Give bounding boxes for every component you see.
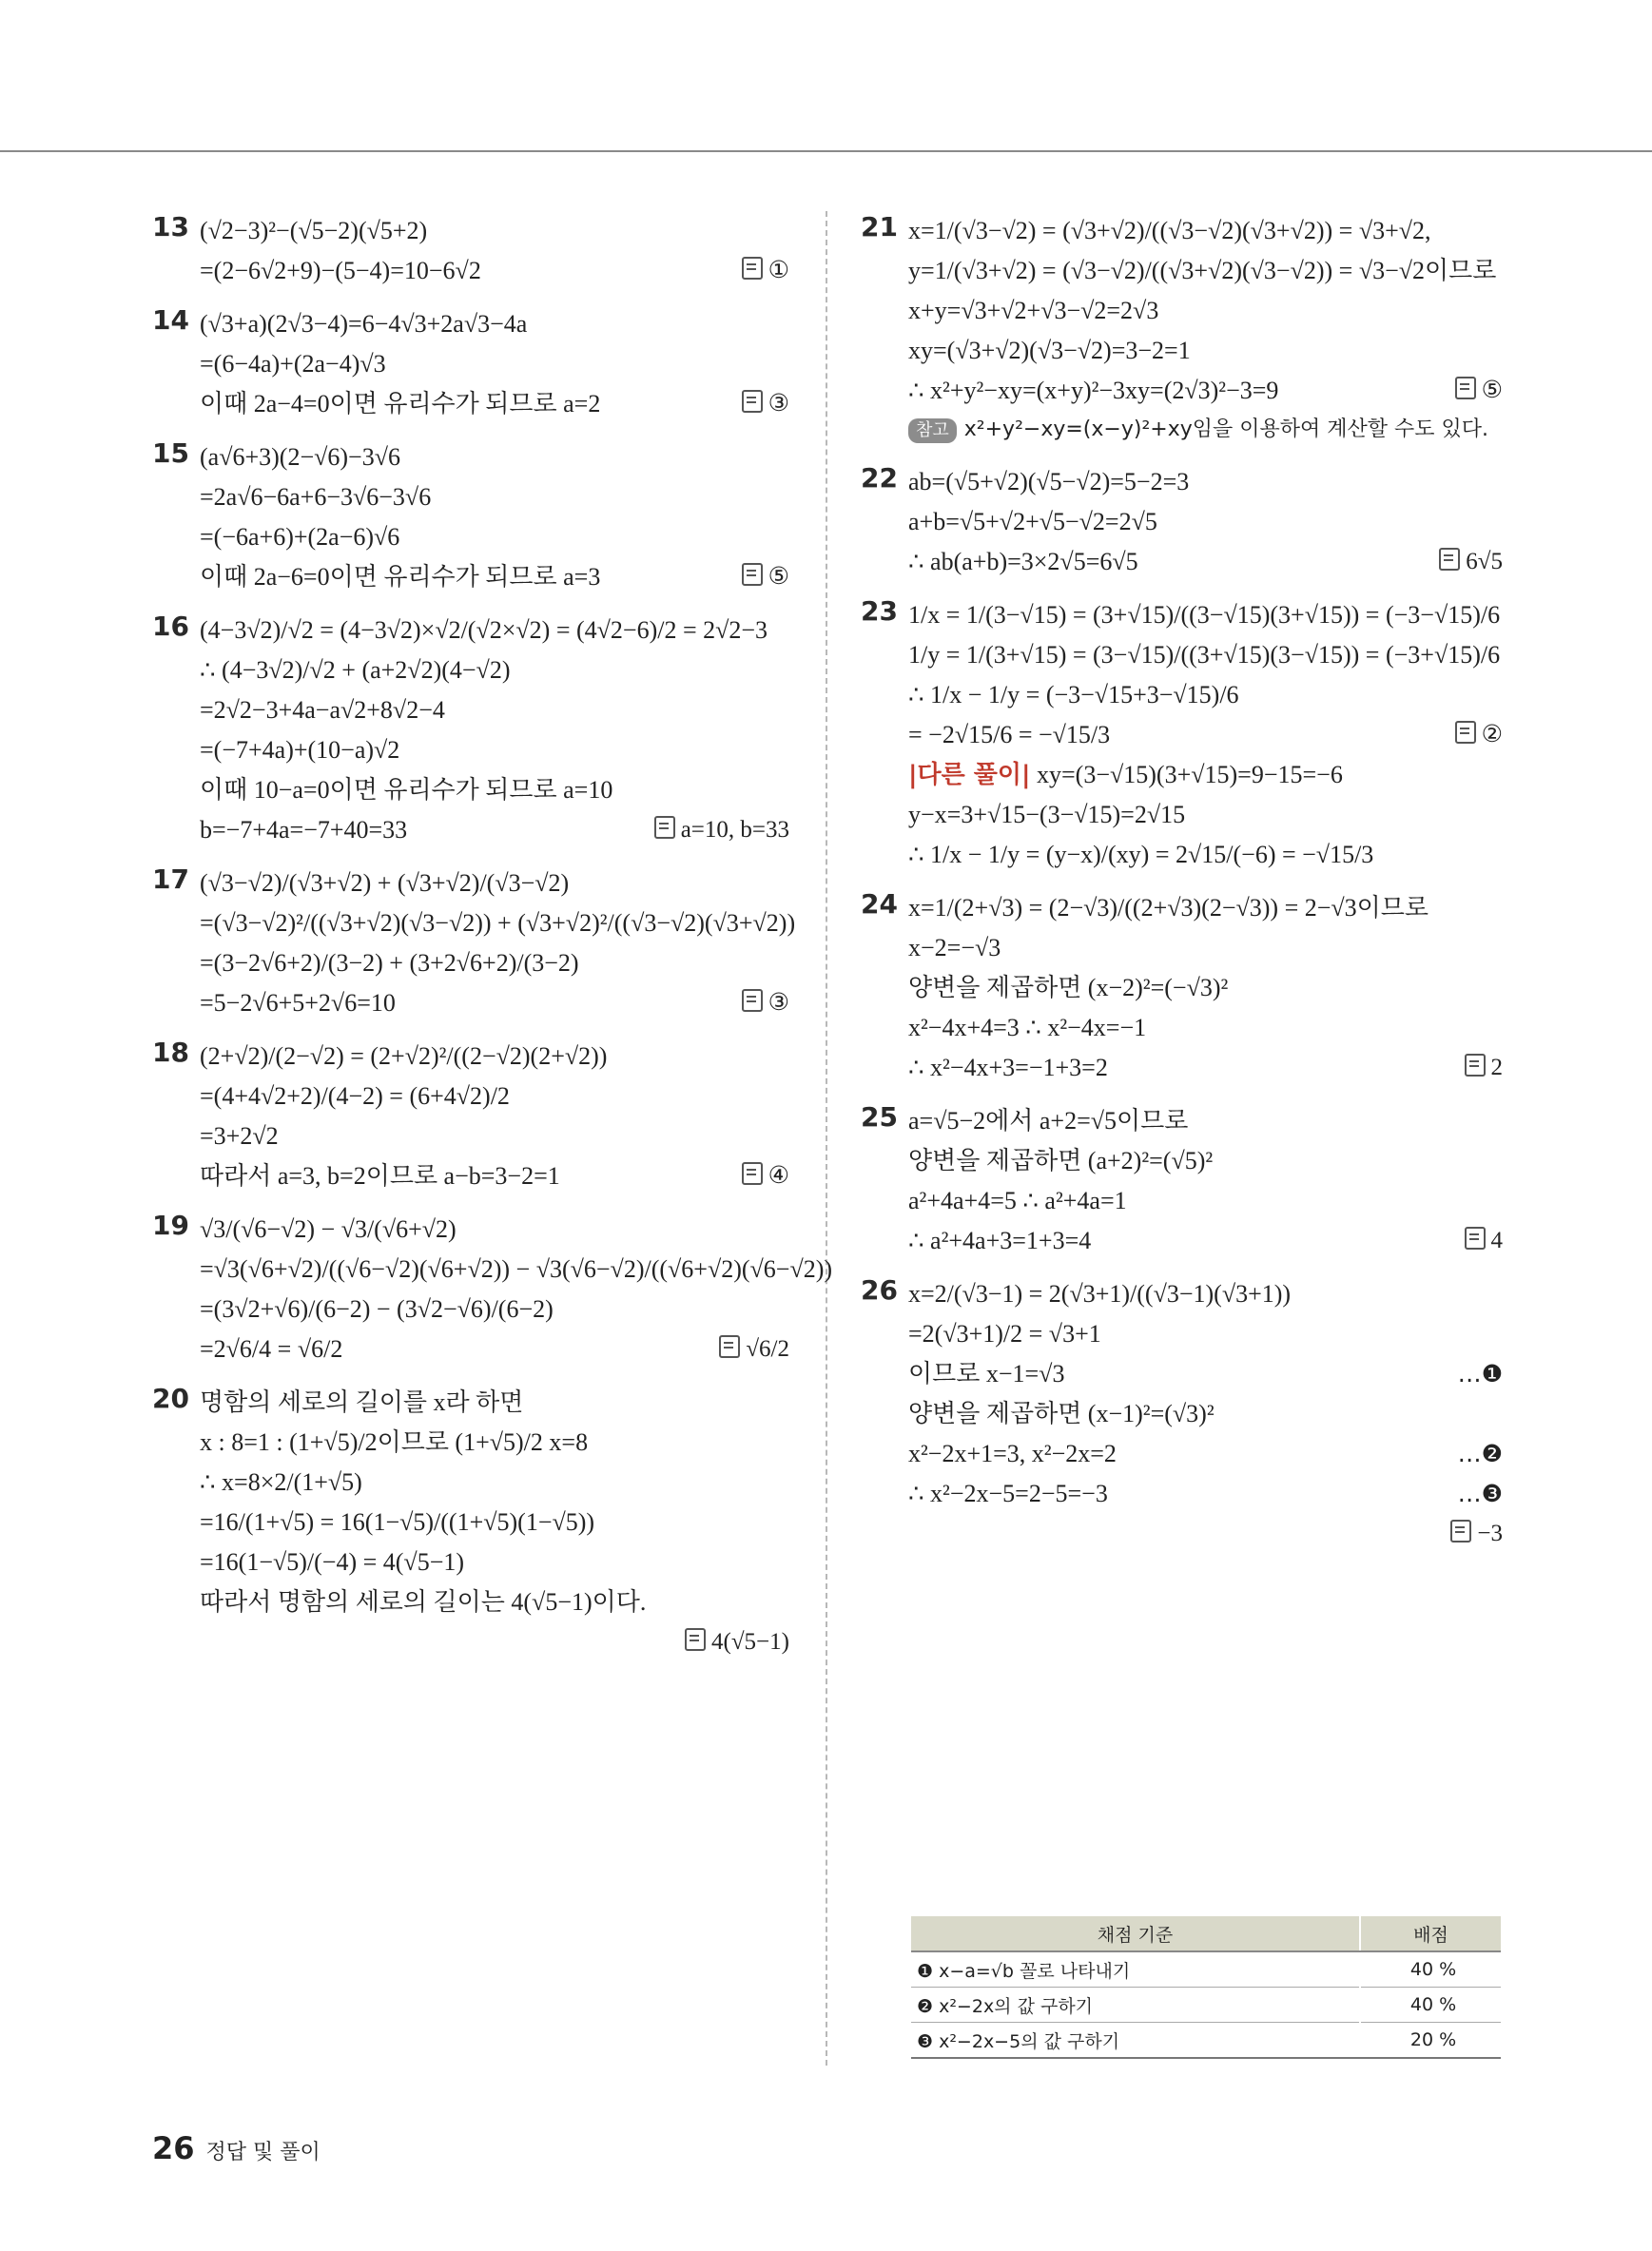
solution-line: [908, 1314, 1503, 1354]
problem-26: [861, 1274, 1503, 1554]
top-rule: [0, 150, 1652, 152]
solution-text: =(−6a+6)+(2a−6)√6: [200, 523, 400, 551]
solution-text: =(3√2+√6)/(6−2) − (3√2−√6)/(6−2): [200, 1295, 554, 1323]
solution-text: ∴ x=8×2/(1+√5): [200, 1468, 362, 1496]
answer-mark: [742, 557, 789, 597]
solution-text: 따라서 명함의 세로의 길이는 4(√5−1)이다.: [200, 1588, 647, 1616]
answer-value: ②: [1481, 722, 1503, 747]
solution-line: [200, 557, 789, 597]
solution-line: [200, 384, 789, 424]
answer-value: ⑤: [768, 564, 789, 590]
solution-body: [908, 462, 1503, 582]
answer-value: ⑤: [1481, 378, 1503, 403]
score-row: [911, 2023, 1501, 2059]
solution-body: [200, 1383, 789, 1662]
solution-text: =√3(√6+√2)/((√6−√2)(√6+√2)) − √3(√6−√2)/((√6+√2)(√6−√2)): [200, 1255, 833, 1283]
solution-text: x²−4x+4=3 ∴ x²−4x=−1: [908, 1014, 1147, 1041]
solution-body: [200, 1037, 789, 1196]
answer-mark: [654, 810, 789, 850]
solution-text: ∴ 1/x − 1/y = (−3−√15+3−√15)/6: [908, 681, 1239, 708]
solution-body: [908, 211, 1503, 449]
answer-value: 2: [1490, 1055, 1503, 1080]
answer-mark: [742, 251, 789, 291]
solution-line: [200, 943, 789, 983]
column-divider: [826, 211, 827, 2066]
solution-line: [908, 1048, 1503, 1088]
solution-line: [200, 730, 789, 770]
solution-line: [908, 502, 1503, 542]
answer-mark: [1455, 715, 1503, 755]
page-footer: [152, 2130, 321, 2166]
solution-text: x=2/(√3−1) = 2(√3+1)/((√3−1)(√3+1)): [908, 1280, 1292, 1308]
solution-line: [908, 1514, 1503, 1554]
solution-text: =(6−4a)+(2a−4)√3: [200, 350, 386, 378]
solution-text: (√2−3)²−(√5−2)(√5+2): [200, 217, 428, 244]
solution-text: =(3−2√6+2)/(3−2) + (3+2√6+2)/(3−2): [200, 949, 579, 977]
solution-line: [200, 810, 789, 850]
solution-line: [200, 477, 789, 517]
solution-line: [200, 1503, 789, 1543]
answer-icon: [1455, 721, 1476, 744]
answer-mark: [742, 1156, 789, 1196]
solution-line: [200, 517, 789, 557]
answer-icon: [742, 1162, 763, 1185]
problem-13: [152, 211, 789, 291]
solution-text: 이때 2a−4=0이면 유리수가 되므로 a=2: [200, 390, 601, 417]
solution-line: [908, 462, 1503, 502]
solution-text: ∴ a²+4a+3=1+3=4: [908, 1227, 1092, 1254]
solution-text: 명함의 세로의 길이를 x라 하면: [200, 1388, 524, 1416]
solution-line: [908, 1274, 1503, 1314]
solution-line: [908, 542, 1503, 582]
solution-text: =2√6/4 = √6/2: [200, 1335, 343, 1363]
problem-number: 14: [152, 304, 189, 336]
answer-icon: [1439, 548, 1460, 571]
solution-text: b=−7+4a=−7+40=33: [200, 816, 408, 844]
answer-icon: [742, 989, 763, 1012]
answer-mark: [1455, 371, 1503, 411]
answer-icon: [1455, 377, 1476, 399]
solution-line: [908, 1221, 1503, 1261]
solution-body: [200, 1210, 833, 1369]
solution-line: [200, 903, 796, 943]
solution-line: [200, 1210, 789, 1250]
page-title: 정답 및 풀이: [205, 2141, 321, 2164]
answer-value: √6/2: [746, 1336, 789, 1362]
problem-16: [152, 611, 789, 850]
score-criterion: ❸ x²−2x−5의 값 구하기: [911, 2023, 1360, 2059]
problem-number: 18: [152, 1037, 189, 1068]
solution-line: [200, 251, 789, 291]
solution-text: (√3+a)(2√3−4)=6−4√3+2a√3−4a: [200, 310, 528, 338]
score-row: [911, 1951, 1501, 1988]
solution-line: [200, 983, 789, 1023]
solution-line: [908, 331, 1503, 371]
solution-text: 이므로 x−1=√3: [908, 1360, 1065, 1387]
left-column: [152, 211, 833, 1676]
solution-text: =2(√3+1)/2 = √3+1: [908, 1320, 1101, 1348]
solution-body: [908, 595, 1503, 875]
answer-icon: [1465, 1227, 1486, 1250]
solution-line: [908, 1141, 1503, 1181]
solution-line: [908, 1434, 1503, 1474]
solution-line: [200, 864, 789, 903]
solution-line: [200, 1383, 789, 1423]
reference-tag: 참고: [908, 418, 957, 443]
solution-line: [200, 770, 789, 810]
solution-body: [200, 211, 789, 291]
page-number: 26: [152, 2130, 195, 2166]
solution-text: a+b=√5+√2+√5−√2=2√5: [908, 508, 1157, 535]
step-marker: …❶: [1457, 1360, 1503, 1387]
solution-text: √3/(√6−√2) − √3/(√6+√2): [200, 1215, 457, 1243]
answer-icon: [742, 257, 763, 280]
solution-text: x=1/(2+√3) = (2−√3)/((2+√3)(2−√3)) = 2−√3이므로: [908, 894, 1429, 922]
problem-23: [861, 595, 1503, 875]
solution-text: x²−2x+1=3, x²−2x=2: [908, 1440, 1117, 1467]
solution-text: ∴ x²+y²−xy=(x+y)²−3xy=(2√3)²−3=9: [908, 377, 1279, 404]
solution-line: [200, 211, 789, 251]
solution-line: [200, 437, 789, 477]
solution-line: [908, 1181, 1503, 1221]
solution-line: [908, 928, 1503, 968]
answer-value: 6√5: [1466, 549, 1503, 574]
solution-text: =16(1−√5)/(−4) = 4(√5−1): [200, 1548, 465, 1576]
solution-text: =5−2√6+5+2√6=10: [200, 989, 396, 1017]
solution-line: [908, 595, 1503, 635]
problem-number: 20: [152, 1383, 189, 1414]
problem-number: 23: [861, 595, 898, 627]
solution-body: [908, 888, 1503, 1088]
solution-text: x : 8=1 : (1+√5)/2이므로 (1+√5)/2 x=8: [200, 1428, 589, 1456]
solution-line: [200, 1622, 789, 1662]
problem-20: [152, 1383, 789, 1662]
answer-icon: [1450, 1520, 1471, 1543]
solution-text: 양변을 제곱하면 (x−2)²=(−√3)²: [908, 974, 1229, 1001]
solution-text: 1/y = 1/(3+√15) = (3−√15)/((3+√15)(3−√15)) = (−3+√15)/6: [908, 641, 1501, 669]
solution-text: ∴ x²−4x+3=−1+3=2: [908, 1054, 1108, 1081]
problem-number: 21: [861, 211, 898, 243]
answer-value: a=10, b=33: [680, 817, 789, 843]
solution-text: ∴ 1/x − 1/y = (y−x)/(xy) = 2√15/(−6) = −√15/3: [908, 841, 1374, 868]
solution-text: =(√3−√2)²/((√3+√2)(√3−√2)) + (√3+√2)²/((√3−√2)(√3+√2)): [200, 909, 796, 937]
answer-mark: [1465, 1048, 1504, 1088]
solution-text: =2a√6−6a+6−3√6−3√6: [200, 483, 432, 511]
solution-text: ∴ (4−3√2)/√2 + (a+2√2)(4−√2): [200, 656, 511, 684]
solution-body: [200, 864, 796, 1023]
alt-solution-label: |다른 풀이|: [908, 761, 1031, 789]
answer-value: ③: [768, 990, 789, 1016]
solution-line: [200, 690, 789, 730]
answer-value: ④: [768, 1163, 789, 1189]
solution-text: ab=(√5+√2)(√5−√2)=5−2=3: [908, 468, 1190, 495]
solution-line: [908, 251, 1503, 291]
solution-line: [908, 211, 1503, 251]
solution-text: ∴ ab(a+b)=3×2√5=6√5: [908, 548, 1138, 575]
solution-body: [908, 1101, 1503, 1261]
solution-line: [200, 304, 789, 344]
step-marker: …❷: [1457, 1440, 1503, 1467]
score-criterion: ❶ x−a=√b 꼴로 나타내기: [911, 1951, 1360, 1988]
solution-line: [200, 1463, 789, 1503]
answer-mark: [742, 983, 789, 1023]
answer-value: 4(√5−1): [711, 1629, 789, 1655]
solution-line: [908, 888, 1503, 928]
score-points: 20 %: [1360, 2023, 1501, 2059]
solution-line: [908, 1354, 1503, 1394]
solution-text: xy=(3−√15)(3+√15)=9−15=−6: [1037, 761, 1343, 788]
solution-text: xy=(√3+√2)(√3−√2)=3−2=1: [908, 337, 1191, 364]
solution-line: [200, 1543, 789, 1582]
solution-line: [200, 650, 789, 690]
problem-number: 24: [861, 888, 898, 920]
answer-value: 4: [1490, 1228, 1503, 1253]
solution-text: (√3−√2)/(√3+√2) + (√3+√2)/(√3−√2): [200, 869, 570, 897]
solution-text: x+y=√3+√2+√3−√2=2√3: [908, 297, 1159, 324]
answer-mark: [1450, 1514, 1503, 1554]
problem-17: [152, 864, 796, 1023]
solution-line: [200, 1582, 789, 1622]
score-row: [911, 1988, 1501, 2023]
reference-text: x²+y²−xy=(x−y)²+xy임을 이용하여 계산할 수도 있다.: [963, 417, 1488, 441]
solution-body: [908, 1274, 1503, 1554]
solution-text: (a√6+3)(2−√6)−3√6: [200, 443, 400, 471]
problem-18: [152, 1037, 789, 1196]
answer-value: ③: [768, 391, 789, 417]
problem-number: 22: [861, 462, 898, 494]
problem-15: [152, 437, 789, 597]
solution-line: [908, 675, 1503, 715]
problem-number: 26: [861, 1274, 898, 1306]
solution-body: [200, 611, 789, 850]
right-column: [861, 211, 1503, 1567]
problem-number: 13: [152, 211, 189, 243]
answer-icon: [654, 816, 675, 839]
solution-body: [200, 304, 789, 424]
answer-icon: [742, 390, 763, 413]
reference-note: [908, 411, 1503, 449]
answer-icon: [719, 1335, 740, 1358]
solution-text: (4−3√2)/√2 = (4−3√2)×√2/(√2×√2) = (4√2−6)/2 = 2√2−3: [200, 616, 768, 644]
solution-text: 1/x = 1/(3−√15) = (3+√15)/((3−√15)(3+√15)) = (−3−√15)/6: [908, 601, 1501, 629]
scoring-table: [911, 1916, 1501, 2059]
solution-line: [908, 635, 1503, 675]
solution-line: [200, 1423, 789, 1463]
solution-line: [200, 611, 789, 650]
problem-number: 19: [152, 1210, 189, 1241]
solution-line: [200, 1329, 789, 1369]
solution-line: [200, 1037, 789, 1077]
solution-text: a=√5−2에서 a+2=√5이므로: [908, 1107, 1189, 1135]
solution-text: 양변을 제곱하면 (a+2)²=(√5)²: [908, 1147, 1214, 1174]
solution-text: =(4+4√2+2)/(4−2) = (6+4√2)/2: [200, 1082, 510, 1110]
solution-line: [200, 1250, 833, 1290]
answer-icon: [685, 1628, 706, 1651]
solution-text: 이때 2a−6=0이면 유리수가 되므로 a=3: [200, 563, 601, 591]
answer-mark: [685, 1622, 789, 1662]
problem-number: 25: [861, 1101, 898, 1133]
solution-text: = −2√15/6 = −√15/3: [908, 721, 1111, 748]
answer-icon: [1465, 1054, 1486, 1077]
problem-19: [152, 1210, 833, 1369]
solution-line: [200, 1290, 789, 1329]
solution-text: y=1/(√3+√2) = (√3−√2)/((√3+√2)(√3−√2)) = √3−√2이므로: [908, 257, 1497, 284]
step-marker: …❸: [1457, 1480, 1503, 1507]
score-points: 40 %: [1360, 1951, 1501, 1988]
solution-text: =2√2−3+4a−a√2+8√2−4: [200, 696, 445, 724]
score-criterion: ❷ x²−2x의 값 구하기: [911, 1988, 1360, 2023]
answer-value: −3: [1477, 1521, 1503, 1546]
alt-solution-line: [908, 755, 1503, 795]
problem-22: [861, 462, 1503, 582]
answer-icon: [742, 563, 763, 586]
answer-value: ①: [768, 258, 789, 283]
problem-number: 15: [152, 437, 189, 469]
solution-line: [908, 715, 1503, 755]
solution-text: =3+2√2: [200, 1122, 279, 1150]
solution-text: x=1/(√3−√2) = (√3+√2)/((√3−√2)(√3+√2)) = √3+√2,: [908, 217, 1431, 244]
solution-text: (2+√2)/(2−√2) = (2+√2)²/((2−√2)(2+√2)): [200, 1042, 608, 1070]
answer-mark: [1465, 1221, 1504, 1261]
answer-mark: [719, 1329, 789, 1369]
solution-line: [908, 1008, 1503, 1048]
solution-body: [200, 437, 789, 597]
problem-number: 17: [152, 864, 189, 895]
solution-text: =(2−6√2+9)−(5−4)=10−6√2: [200, 257, 481, 284]
solution-line: [908, 291, 1503, 331]
solution-line: [908, 1101, 1503, 1141]
solution-text: y−x=3+√15−(3−√15)=2√15: [908, 801, 1186, 828]
problem-25: [861, 1101, 1503, 1261]
answer-mark: [742, 384, 789, 424]
solution-text: =(−7+4a)+(10−a)√2: [200, 736, 400, 764]
solution-line: [200, 1116, 789, 1156]
score-header-points: 배점: [1360, 1916, 1501, 1951]
problem-number: 16: [152, 611, 189, 642]
alt-solution-line: [908, 795, 1503, 835]
solution-text: ∴ x²−2x−5=2−5=−3: [908, 1480, 1108, 1507]
solution-text: 따라서 a=3, b=2이므로 a−b=3−2=1: [200, 1162, 560, 1190]
problem-21: [861, 211, 1503, 449]
problem-14: [152, 304, 789, 424]
solution-text: 양변을 제곱하면 (x−1)²=(√3)²: [908, 1400, 1215, 1427]
answer-mark: [1439, 542, 1503, 582]
score-header-criteria: 채점 기준: [911, 1916, 1360, 1951]
solution-line: [908, 1474, 1503, 1514]
solution-line: [908, 371, 1503, 411]
solution-line: [200, 1077, 789, 1116]
solution-text: 이때 10−a=0이면 유리수가 되므로 a=10: [200, 776, 613, 804]
score-points: 40 %: [1360, 1988, 1501, 2023]
solution-text: =16/(1+√5) = 16(1−√5)/((1+√5)(1−√5)): [200, 1508, 595, 1536]
problem-24: [861, 888, 1503, 1088]
solution-line: [908, 1394, 1503, 1434]
solution-line: [908, 968, 1503, 1008]
solution-line: [200, 344, 789, 384]
solution-line: [200, 1156, 789, 1196]
solution-text: x−2=−√3: [908, 934, 1001, 961]
solution-text: a²+4a+4=5 ∴ a²+4a=1: [908, 1187, 1127, 1214]
alt-solution-line: [908, 835, 1503, 875]
